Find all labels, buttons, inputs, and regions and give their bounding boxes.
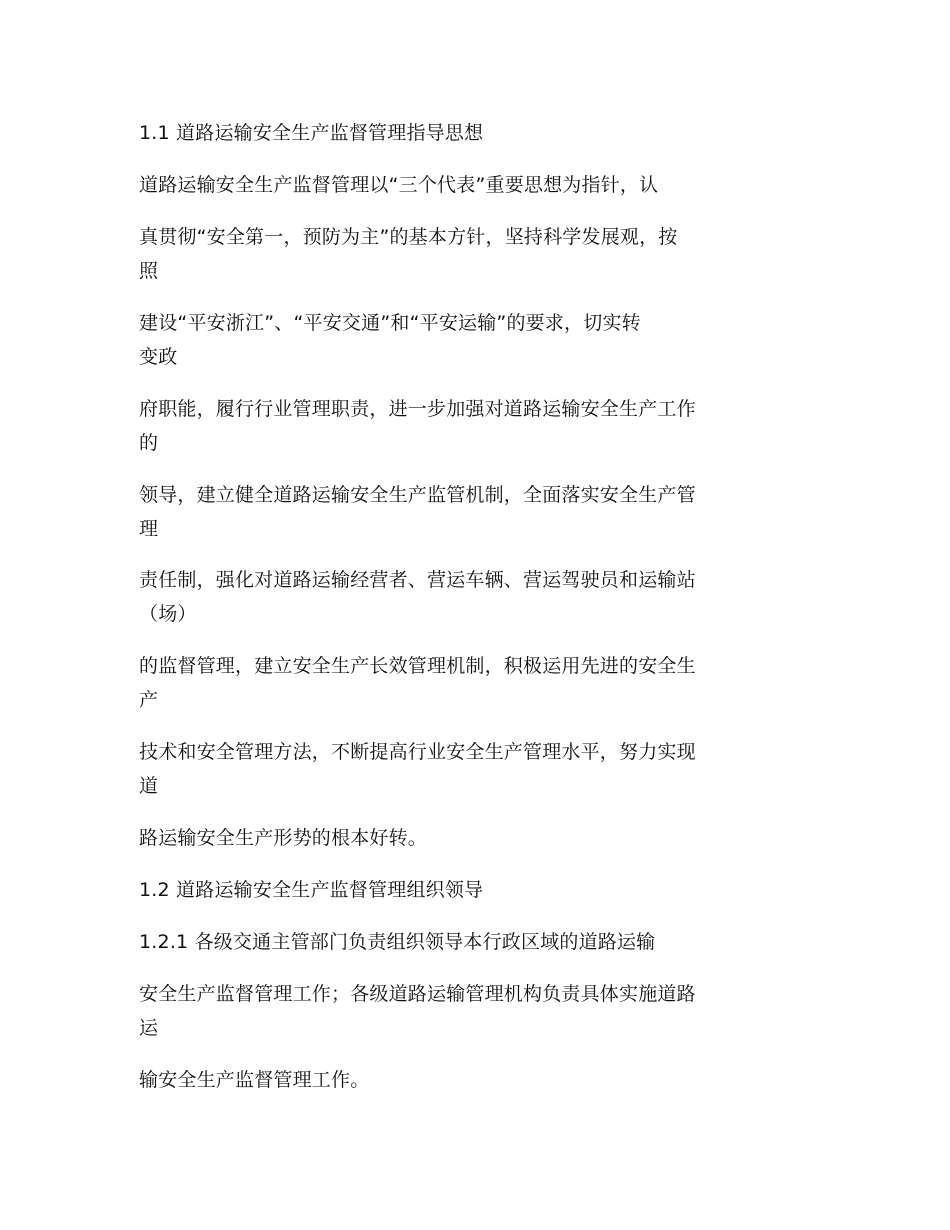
paragraph-line: 领导，建立健全道路运输安全生产监管机制，全面落实安全生产管 [139,484,696,506]
paragraph-line: 运 [139,1017,159,1039]
section-heading-1-2: 1.2 道路运输安全生产监督管理组织领导 [139,879,484,901]
paragraph-line: 的监督管理，建立安全生产长效管理机制，积极运用先进的安全生 [139,655,696,677]
paragraph-line: 建设“平安浙江”、“平安交通”和“平安运输”的要求，切实转 [139,312,641,334]
paragraph-line: 府职能，履行行业管理职责，进一步加强对道路运输安全生产工作 [139,398,696,420]
paragraph-line: 责任制，强化对道路运输经营者、营运车辆、营运驾驶员和运输站 [139,569,696,591]
section-heading-1-1: 1.1 道路运输安全生产监督管理指导思想 [139,122,484,144]
paragraph-line: 技术和安全管理方法，不断提高行业安全生产管理水平，努力实现 [139,741,696,763]
paragraph-line: 道路运输安全生产监督管理以“三个代表”重要思想为指针，认 [139,174,659,196]
paragraph-line: 照 [139,260,159,282]
paragraph-line: 的 [139,432,159,454]
paragraph-line: 道 [139,775,159,797]
paragraph-line: （场） [139,603,197,625]
subsection-line-1-2-1: 1.2.1 各级交通主管部门负责组织领导本行政区域的道路运输 [139,931,656,953]
paragraph-line: 理 [139,518,159,540]
paragraph-line: 路运输安全生产形势的根本好转。 [139,827,428,849]
paragraph-line: 安全生产监督管理工作；各级道路运输管理机构负责具体实施道路 [139,983,696,1005]
paragraph-line: 变政 [139,346,178,368]
paragraph-line: 输安全生产监督管理工作。 [139,1069,370,1091]
paragraph-line: 产 [139,689,159,711]
paragraph-line: 真贯彻“安全第一，预防为主”的基本方针，坚持科学发展观，按 [139,226,678,248]
